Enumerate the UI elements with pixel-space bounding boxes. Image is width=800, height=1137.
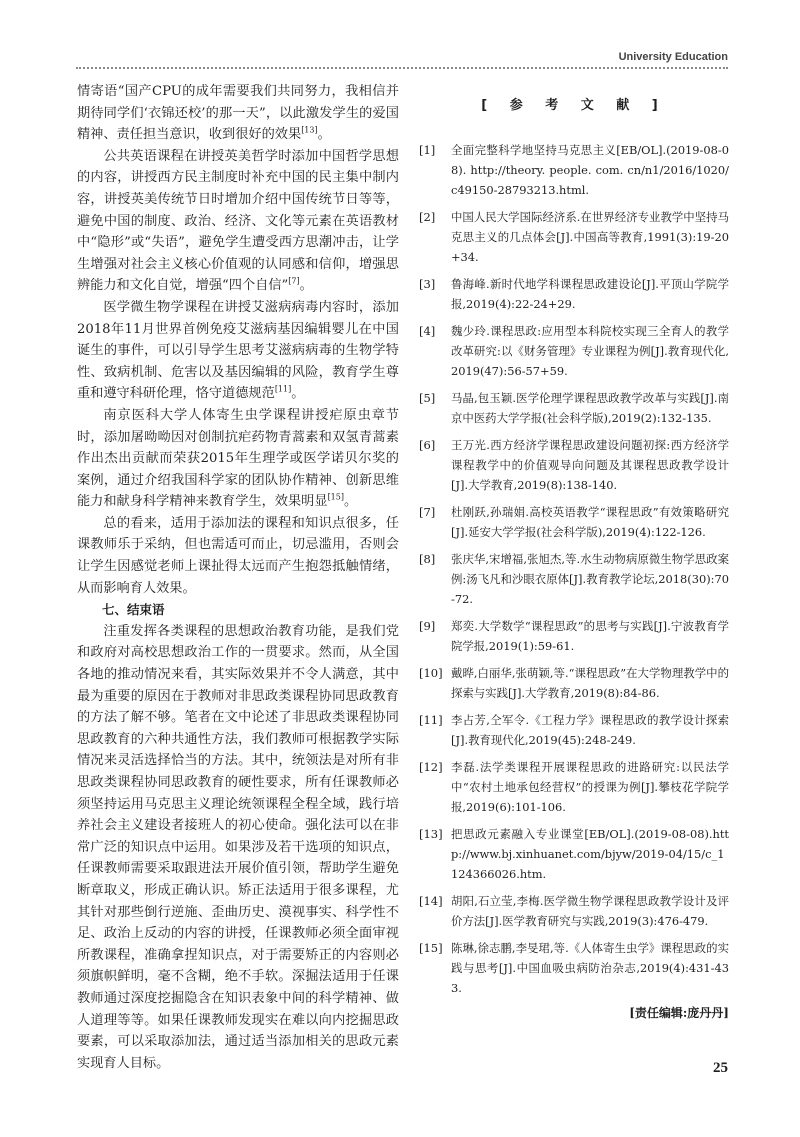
reference-text: 鲁海峰.新时代地学科课程思政建设论[J].平顶山学院学报,2019(4):22-24+29. xyxy=(451,277,729,311)
reference-number: [2] xyxy=(419,210,436,224)
reference-number: [1] xyxy=(419,143,436,157)
reference-item xyxy=(419,388,729,428)
reference-number: [8] xyxy=(419,552,436,566)
reference-number: [7] xyxy=(419,505,436,519)
reference-item xyxy=(419,616,729,656)
reference-item xyxy=(419,321,729,381)
section-heading: 七、结束语 xyxy=(102,602,165,618)
reference-item xyxy=(419,207,729,267)
paragraph-end: 。 xyxy=(299,278,313,294)
reference-text: 杜刚跃,孙瑞娟.高校英语教学“课程思政”有效策略研究[J].延安大学学报(社会科学版),2019(4):122-126. xyxy=(451,505,729,539)
page-number: 25 xyxy=(713,1060,728,1076)
header-divider xyxy=(76,67,728,69)
reference-number: [12] xyxy=(419,760,443,774)
reference-number: [6] xyxy=(419,438,436,452)
reference-number: [5] xyxy=(419,391,436,405)
paragraph-end: 。 xyxy=(343,494,358,510)
paragraph: 总的看来，适用于添加法的课程和知识点很多，任课教师乐于采纳，但也需适可而止，切忌滥用，否则会让学生因感觉老师上课扯得太远而产生抱怨抵触情绪，从而影响育人效果。 xyxy=(77,515,399,596)
citation-mark: [7] xyxy=(288,276,300,286)
reference-item xyxy=(419,502,729,542)
citation-mark: [15] xyxy=(327,492,344,502)
reference-text: 李磊.法学类课程开展课程思政的进路研究:以民法学中“农村土地承包经营权”的授课为例[J].攀枝花学院学报,2019(6):101-106. xyxy=(451,760,729,814)
paragraph-text: 公共英语课程在讲授英美哲学时添加中国哲学思想的内容，讲授西方民主制度时补充中国的民主集中制内容，讲授英美传统节日时增加介绍中国传统节日等等，避免中国的制度、政治、经济、文化等元素在英语教材中“隐形”或“失语”，避免学生遭受西方思潮冲击，让学生增强对社会主义核心价值观的认同感和信仰，增强思辨能力和文化自觉，增强“四个自信” xyxy=(77,148,399,294)
paragraph xyxy=(77,405,399,513)
reference-item xyxy=(419,824,729,884)
paragraph-end: 。 xyxy=(317,127,331,143)
reference-text: 李占芳,仝军令.《工程力学》课程思政的教学设计探索[J].教育现代化,2019(45):248-249. xyxy=(451,713,729,747)
reference-item xyxy=(419,274,729,314)
reference-text: 魏少玲.课程思政:应用型本科院校实现三全育人的教学改革研究:以《财务管理》专业课程为例[J].教育现代化,2019(47):56-57+59. xyxy=(451,324,729,378)
reference-item xyxy=(419,140,729,200)
reference-text: 郑奕.大学数学“课程思政”的思考与实践[J].宁波教育学院学报,2019(1):59-61. xyxy=(451,619,729,653)
reference-text: 张庆华,宋增福,张旭杰,等.水生动物病原微生物学思政案例:汤飞凡和沙眼衣原体[J].教育教学论坛,2018(30):70-72. xyxy=(451,552,729,606)
reference-item xyxy=(419,710,729,750)
reference-text: 中国人民大学国际经济系.在世界经济专业教学中坚持马克思主义的几点体会[J].中国高等教育,1991(3):19-20+34. xyxy=(451,210,729,264)
reference-text: 胡阳,石立莹,李梅.医学微生物学课程思政教学设计及评价方法[J].医学教育研究与实践,2019(3):476-479. xyxy=(451,894,729,928)
reference-text: 王万光.西方经济学课程思政建设问题初探:西方经济学课程教学中的价值观导向问题及其课程思政教学设计[J].大学教育,2019(8):138-140. xyxy=(451,438,729,492)
references-column xyxy=(419,96,729,1023)
paragraph-end: 。 xyxy=(291,386,305,402)
reference-item xyxy=(419,938,729,998)
journal-title: University Education xyxy=(618,51,728,63)
reference-text: 把思政元素融入专业课堂[EB/OL].(2019-08-08).http://www.bj.xinhuanet.com/bjyw/2019-04/15/c_1124366026.htm. xyxy=(451,827,729,881)
reference-number: [3] xyxy=(419,277,436,291)
reference-text: 戴晔,白丽华,张萌颖,等.“课程思政”在大学物理教学中的探索与实践[J].大学教育,2019(8):84-86. xyxy=(451,666,729,700)
paragraph xyxy=(77,297,399,405)
reference-number: [13] xyxy=(419,827,443,841)
responsible-editor: [责任编辑:庞丹丹] xyxy=(629,1006,729,1020)
reference-item xyxy=(419,549,729,609)
reference-number: [11] xyxy=(419,713,443,727)
paragraph-text: 医学微生物学课程在讲授艾滋病病毒内容时，添加2018年11月世界首例免疫艾滋病基因编辑婴儿在中国诞生的事件，可以引导学生思考艾滋病病毒的生物学特性、致病机制、危害以及基因编辑的风险，教育学生尊重和遵守科研伦理，恪守道德规范 xyxy=(77,299,399,402)
body-text-column xyxy=(77,81,399,1074)
reference-list xyxy=(419,140,729,998)
reference-text: 陈琳,徐志鹏,李旻珺,等.《人体寄生虫学》课程思政的实践与思考[J].中国血吸虫病防治杂志,2019(4):431-433. xyxy=(451,941,729,995)
reference-number: [4] xyxy=(419,324,436,338)
paragraph-text: 南京医科大学人体寄生虫学课程讲授疟原虫章节时，添加屠呦呦因对创制抗疟药物青蒿素和双氢青蒿素作出杰出贡献而荣获2015年生理学或医学诺贝尔奖的案例，通过介绍我国科学家的团队协作精神、创新思维能力和献身科学精神来教育学生，效果明显 xyxy=(77,407,399,510)
paragraph xyxy=(77,81,399,146)
reference-item xyxy=(419,663,729,703)
reference-number: [10] xyxy=(419,666,443,680)
paragraph: 注重发挥各类课程的思想政治教育功能，是我们党和政府对高校思想政治工作的一贯要求。然而，从全国各地的推动情况来看，其实际效果并不令人满意，其中最为重要的原因在于教师对非思政类课程协同思政教育的方法了解不够。笔者在文中论述了非思政类课程协同思政教育的六种共通性方法，我们教师可根据教学实际情况来灵活选择恰当的方法。其中，统领法是对所有非思政类课程协同思政教育的硬性要求，所有任课教师必须坚持运用马克思主义理论统领课程全程全域，践行培养社会主义建设者接班人的初心使命。强化法可以在非常广泛的知识点中运用。如果涉及若干选项的知识点，任课教师需要采取跟进法开展价值引领，帮助学生避免断章取义，形成正确认识。矫正法适用于很多课程，尤其针对那些倒行逆施、歪曲历史、漠视事实、科学性不足、政治上反动的内容的讲授，任课教师必须全面审视所教课程，准确拿捏知识点，对于需要矫正的内容则必须旗帜鲜明，毫不含糊，绝不手软。深掘法适用于任课教师通过深度挖掘隐含在知识表象中间的科学精神、做人道理等等。如果任课教师发现实在难以向内挖掘思政要素，可以采取添加法，通过适当添加相关的思政元素实现育人目标。 xyxy=(77,623,399,1071)
reference-item xyxy=(419,757,729,817)
reference-text: 马晶,包玉颖.医学伦理学课程思政教学改革与实践[J].南京中医药大学学报(社会科学版),2019(2):132-135. xyxy=(451,391,729,425)
references-title: [ 参 考 文 献 ] xyxy=(481,98,667,113)
citation-mark: [11] xyxy=(274,384,292,394)
reference-number: [9] xyxy=(419,619,436,633)
reference-number: [15] xyxy=(419,941,443,955)
paragraph xyxy=(77,146,399,297)
reference-item xyxy=(419,891,729,931)
reference-item xyxy=(419,435,729,495)
reference-number: [14] xyxy=(419,894,443,908)
citation-mark: [13] xyxy=(301,125,318,135)
paragraph-text: 情寄语“国产CPU的成年需要我们共同努力，我相信并期待同学们‘衣锦还校’的那一天”，以此激发学生的爱国精神、责任担当意识，收到很好的效果 xyxy=(77,84,399,143)
reference-text: 全面完整科学地坚持马克思主义[EB/OL].(2019-08-08). http://theory. people. com. cn/n1/2016/1020/c49150-28793213.html. xyxy=(451,143,729,197)
